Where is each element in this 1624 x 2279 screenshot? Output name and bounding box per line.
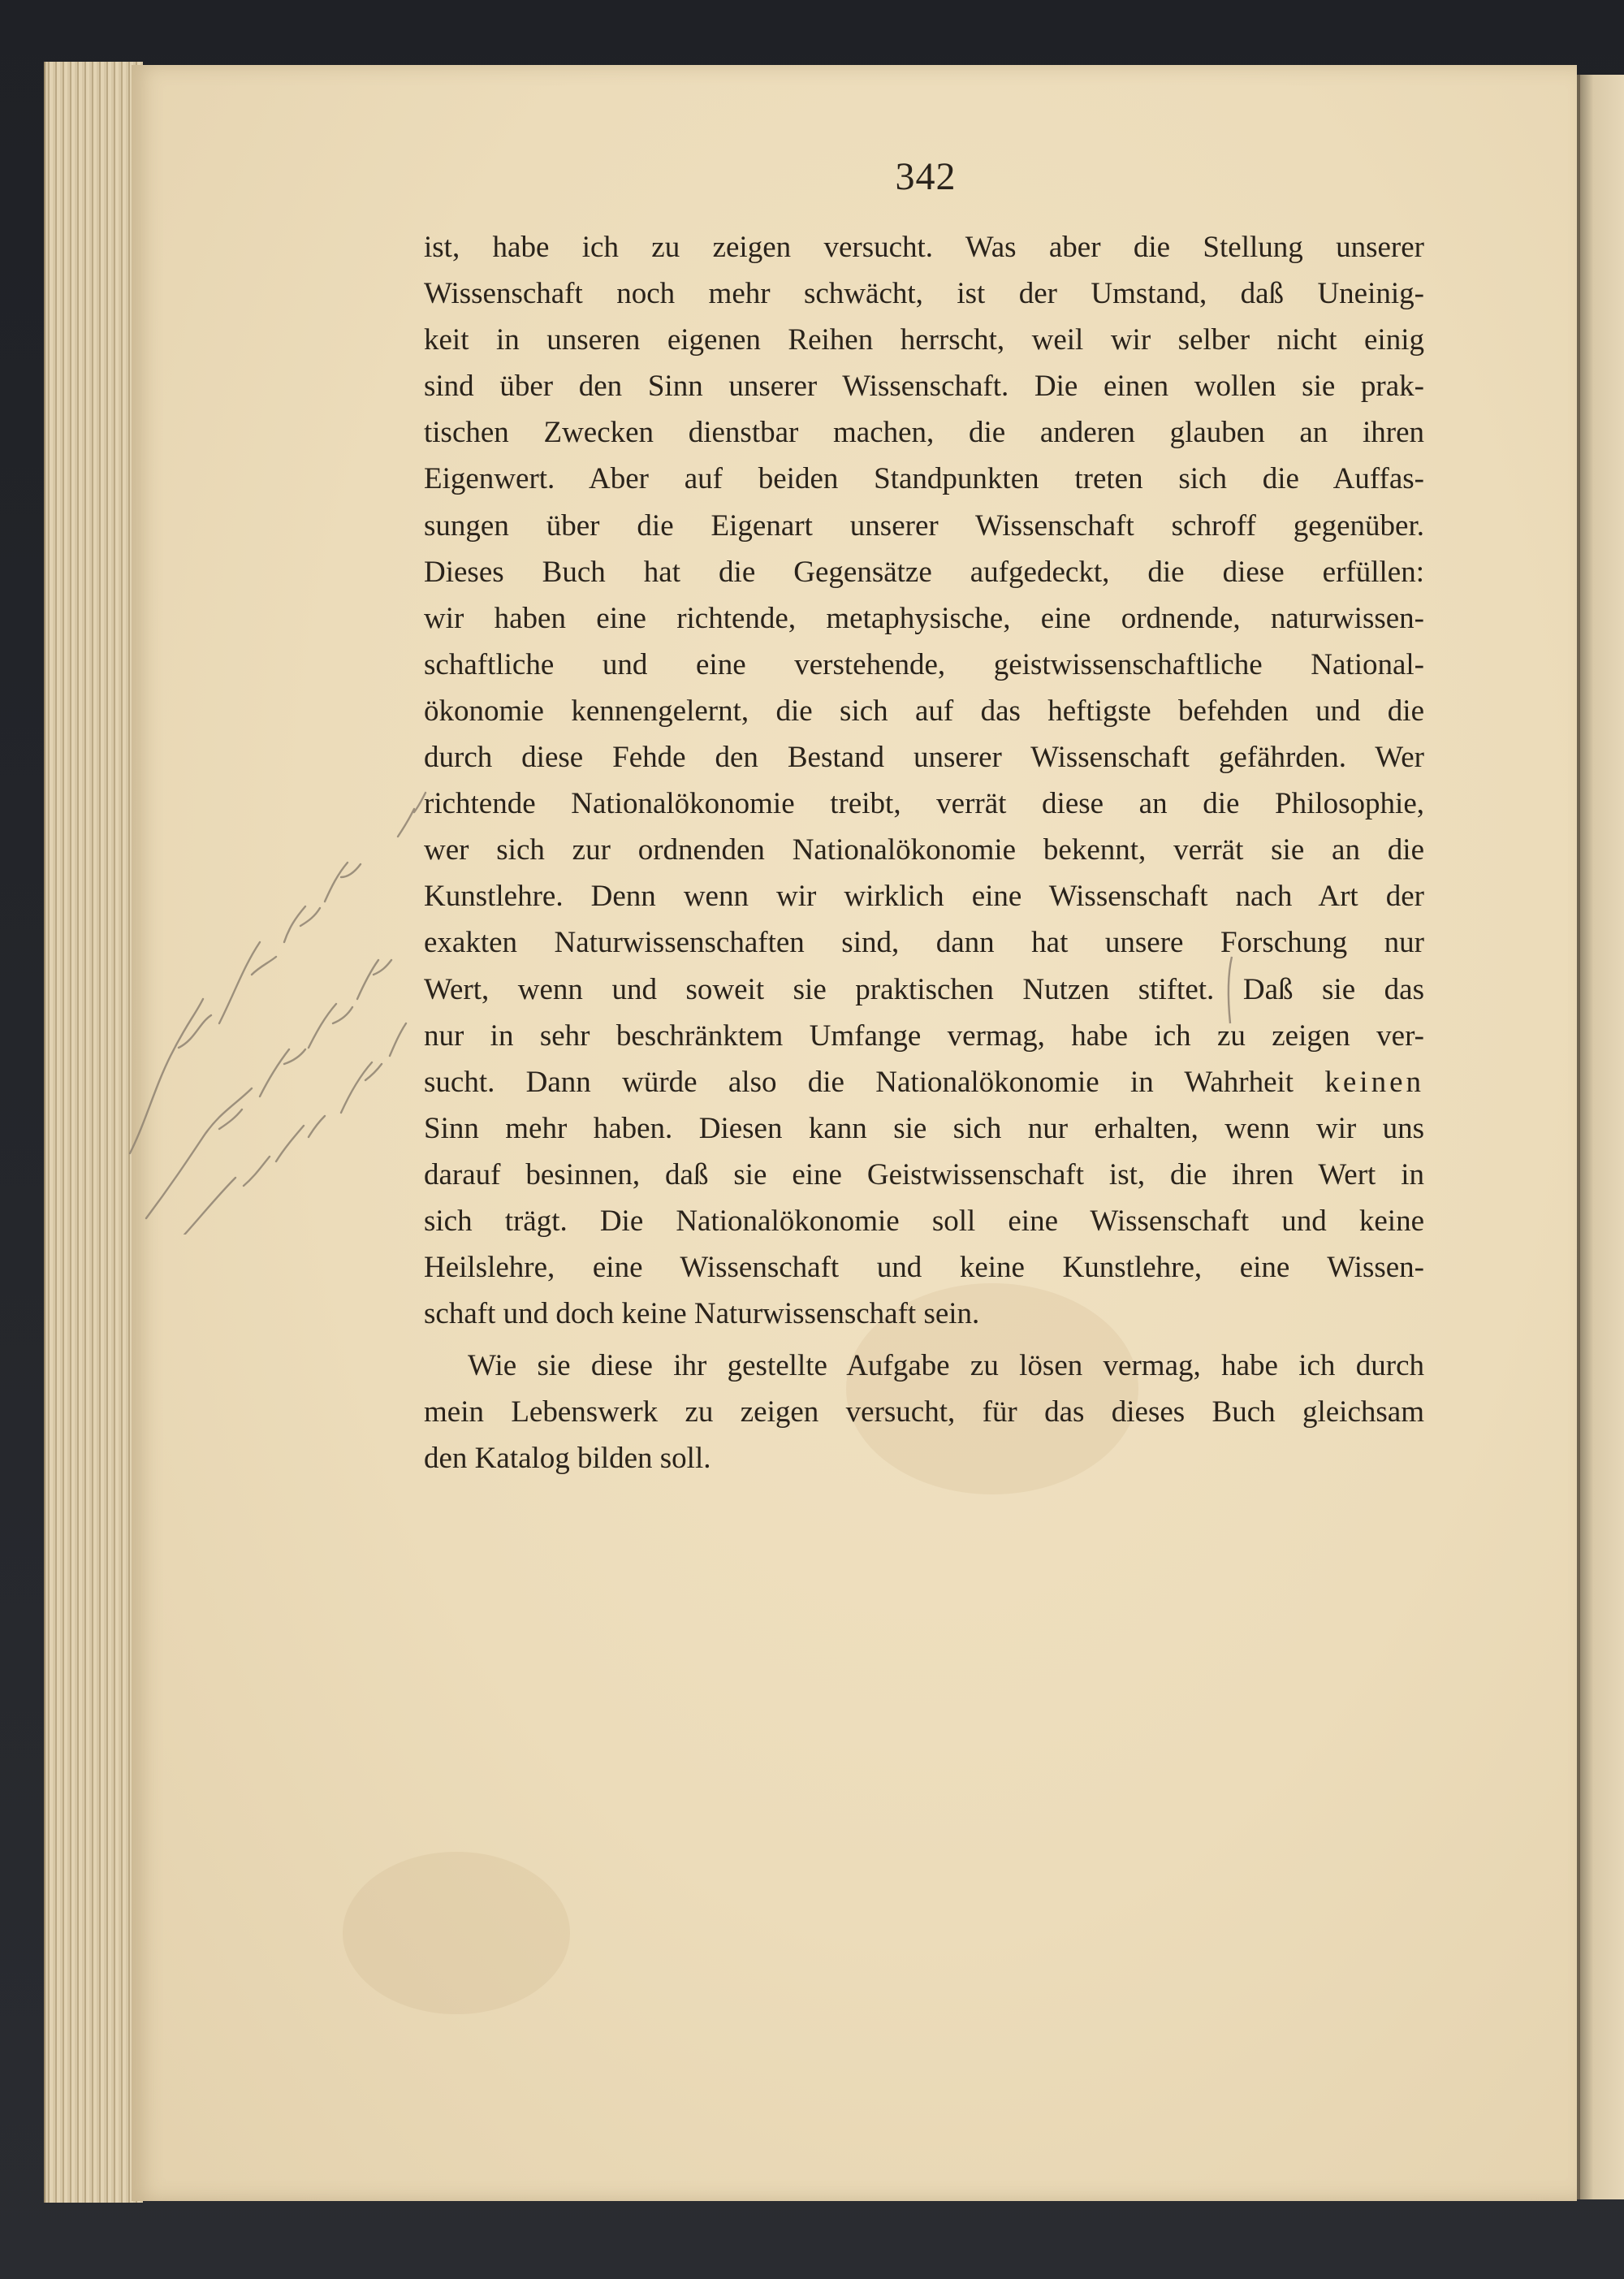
text-line: ökonomie kennengelernt, die sich auf das heftigste befehden und die (424, 694, 1424, 728)
emphasized-word: keinen (1324, 1065, 1424, 1099)
paragraph-gap (424, 1337, 1424, 1343)
text-line-with-emphasis (424, 1059, 1424, 1105)
text-line: keit in unseren eigenen Reihen herrscht, weil wir selber nicht einig (424, 323, 1424, 357)
text-line: Wert, wenn und soweit sie praktischen Nutzen stiftet. Daß sie das (424, 972, 1424, 1006)
text-line: exakten Naturwissenschaften sind, dann hat unsere Forschung nur (424, 926, 1424, 960)
text-line: mein Lebenswerk zu zeigen versucht, für das dieses Buch gleichsam (424, 1395, 1424, 1429)
text-line: nur in sehr beschränktem Umfange vermag, habe ich zu zeigen ver- (424, 1018, 1424, 1053)
text-line: durch diese Fehde den Bestand unserer Wissenschaft gefährden. Wer (424, 741, 1424, 775)
text-line: wir haben eine richtende, metaphysische, eine ordnende, naturwissen- (424, 601, 1424, 635)
text-line: ist, habe ich zu zeigen versucht. Was aber die Stellung unserer (424, 231, 1424, 264)
pencil-marginalia (122, 780, 430, 1235)
text-line: Heilslehre, eine Wissenschaft und keine Kunstlehre, eine Wissen- (424, 1251, 1424, 1285)
handwritten-stroke (130, 863, 361, 1153)
gutter-shadow (1577, 75, 1580, 2199)
text-line: richtende Nationalökonomie treibt, verrät diese an die Philosophie, (424, 787, 1424, 821)
text-line: wer sich zur ordnenden Nationalökonomie bekennt, verrät sie an die (424, 833, 1424, 867)
text-line: schaft und doch keine Naturwissenschaft sein. (424, 1297, 980, 1331)
facing-page-edge (1577, 75, 1624, 2199)
text-line: sind über den Sinn unserer Wissenschaft. Die einen wollen sie prak- (424, 370, 1424, 404)
text-line: Wie sie diese ihr gestellte Aufgabe zu lösen vermag, habe ich durch (468, 1349, 1424, 1383)
text-line: den Katalog bilden soll. (424, 1442, 711, 1476)
text-line: sungen über die Eigenart unserer Wissenschaft schroff gegenüber. (424, 508, 1424, 543)
text-line: darauf besinnen, daß sie eine Geistwissenschaft ist, die ihren Wert in (424, 1157, 1424, 1191)
text-line-part: sucht. Dann würde also die Nationalökonomie in Wahrheit (424, 1065, 1294, 1099)
text-line: schaftliche und eine verstehende, geistwissenschaftliche National- (424, 647, 1424, 681)
text-line: Wissenschaft noch mehr schwächt, ist der Umstand, daß Uneinig- (424, 277, 1424, 311)
text-line: sich trägt. Die Nationalökonomie soll eine Wissenschaft und keine (424, 1204, 1424, 1238)
text-line: Sinn mehr haben. Diesen kann sie sich nur erhalten, wenn wir uns (424, 1111, 1424, 1145)
text-line: tischen Zwecken dienstbar machen, die anderen glauben an ihren (424, 416, 1424, 450)
handwritten-stroke (154, 1023, 406, 1235)
text-line: Kunstlehre. Denn wenn wir wirklich eine Wissenschaft nach Art der (424, 880, 1424, 914)
handwritten-stroke (398, 793, 425, 837)
text-line: Dieses Buch hat die Gegensätze aufgedeckt, die diese erfüllen: (424, 555, 1424, 589)
paper-stain (343, 1852, 570, 2014)
page-number: 342 (895, 155, 957, 198)
handwritten-stroke (146, 960, 391, 1218)
text-line: Eigenwert. Aber auf beiden Standpunkten treten sich die Auffas- (424, 462, 1424, 496)
body-text (424, 224, 1424, 1482)
